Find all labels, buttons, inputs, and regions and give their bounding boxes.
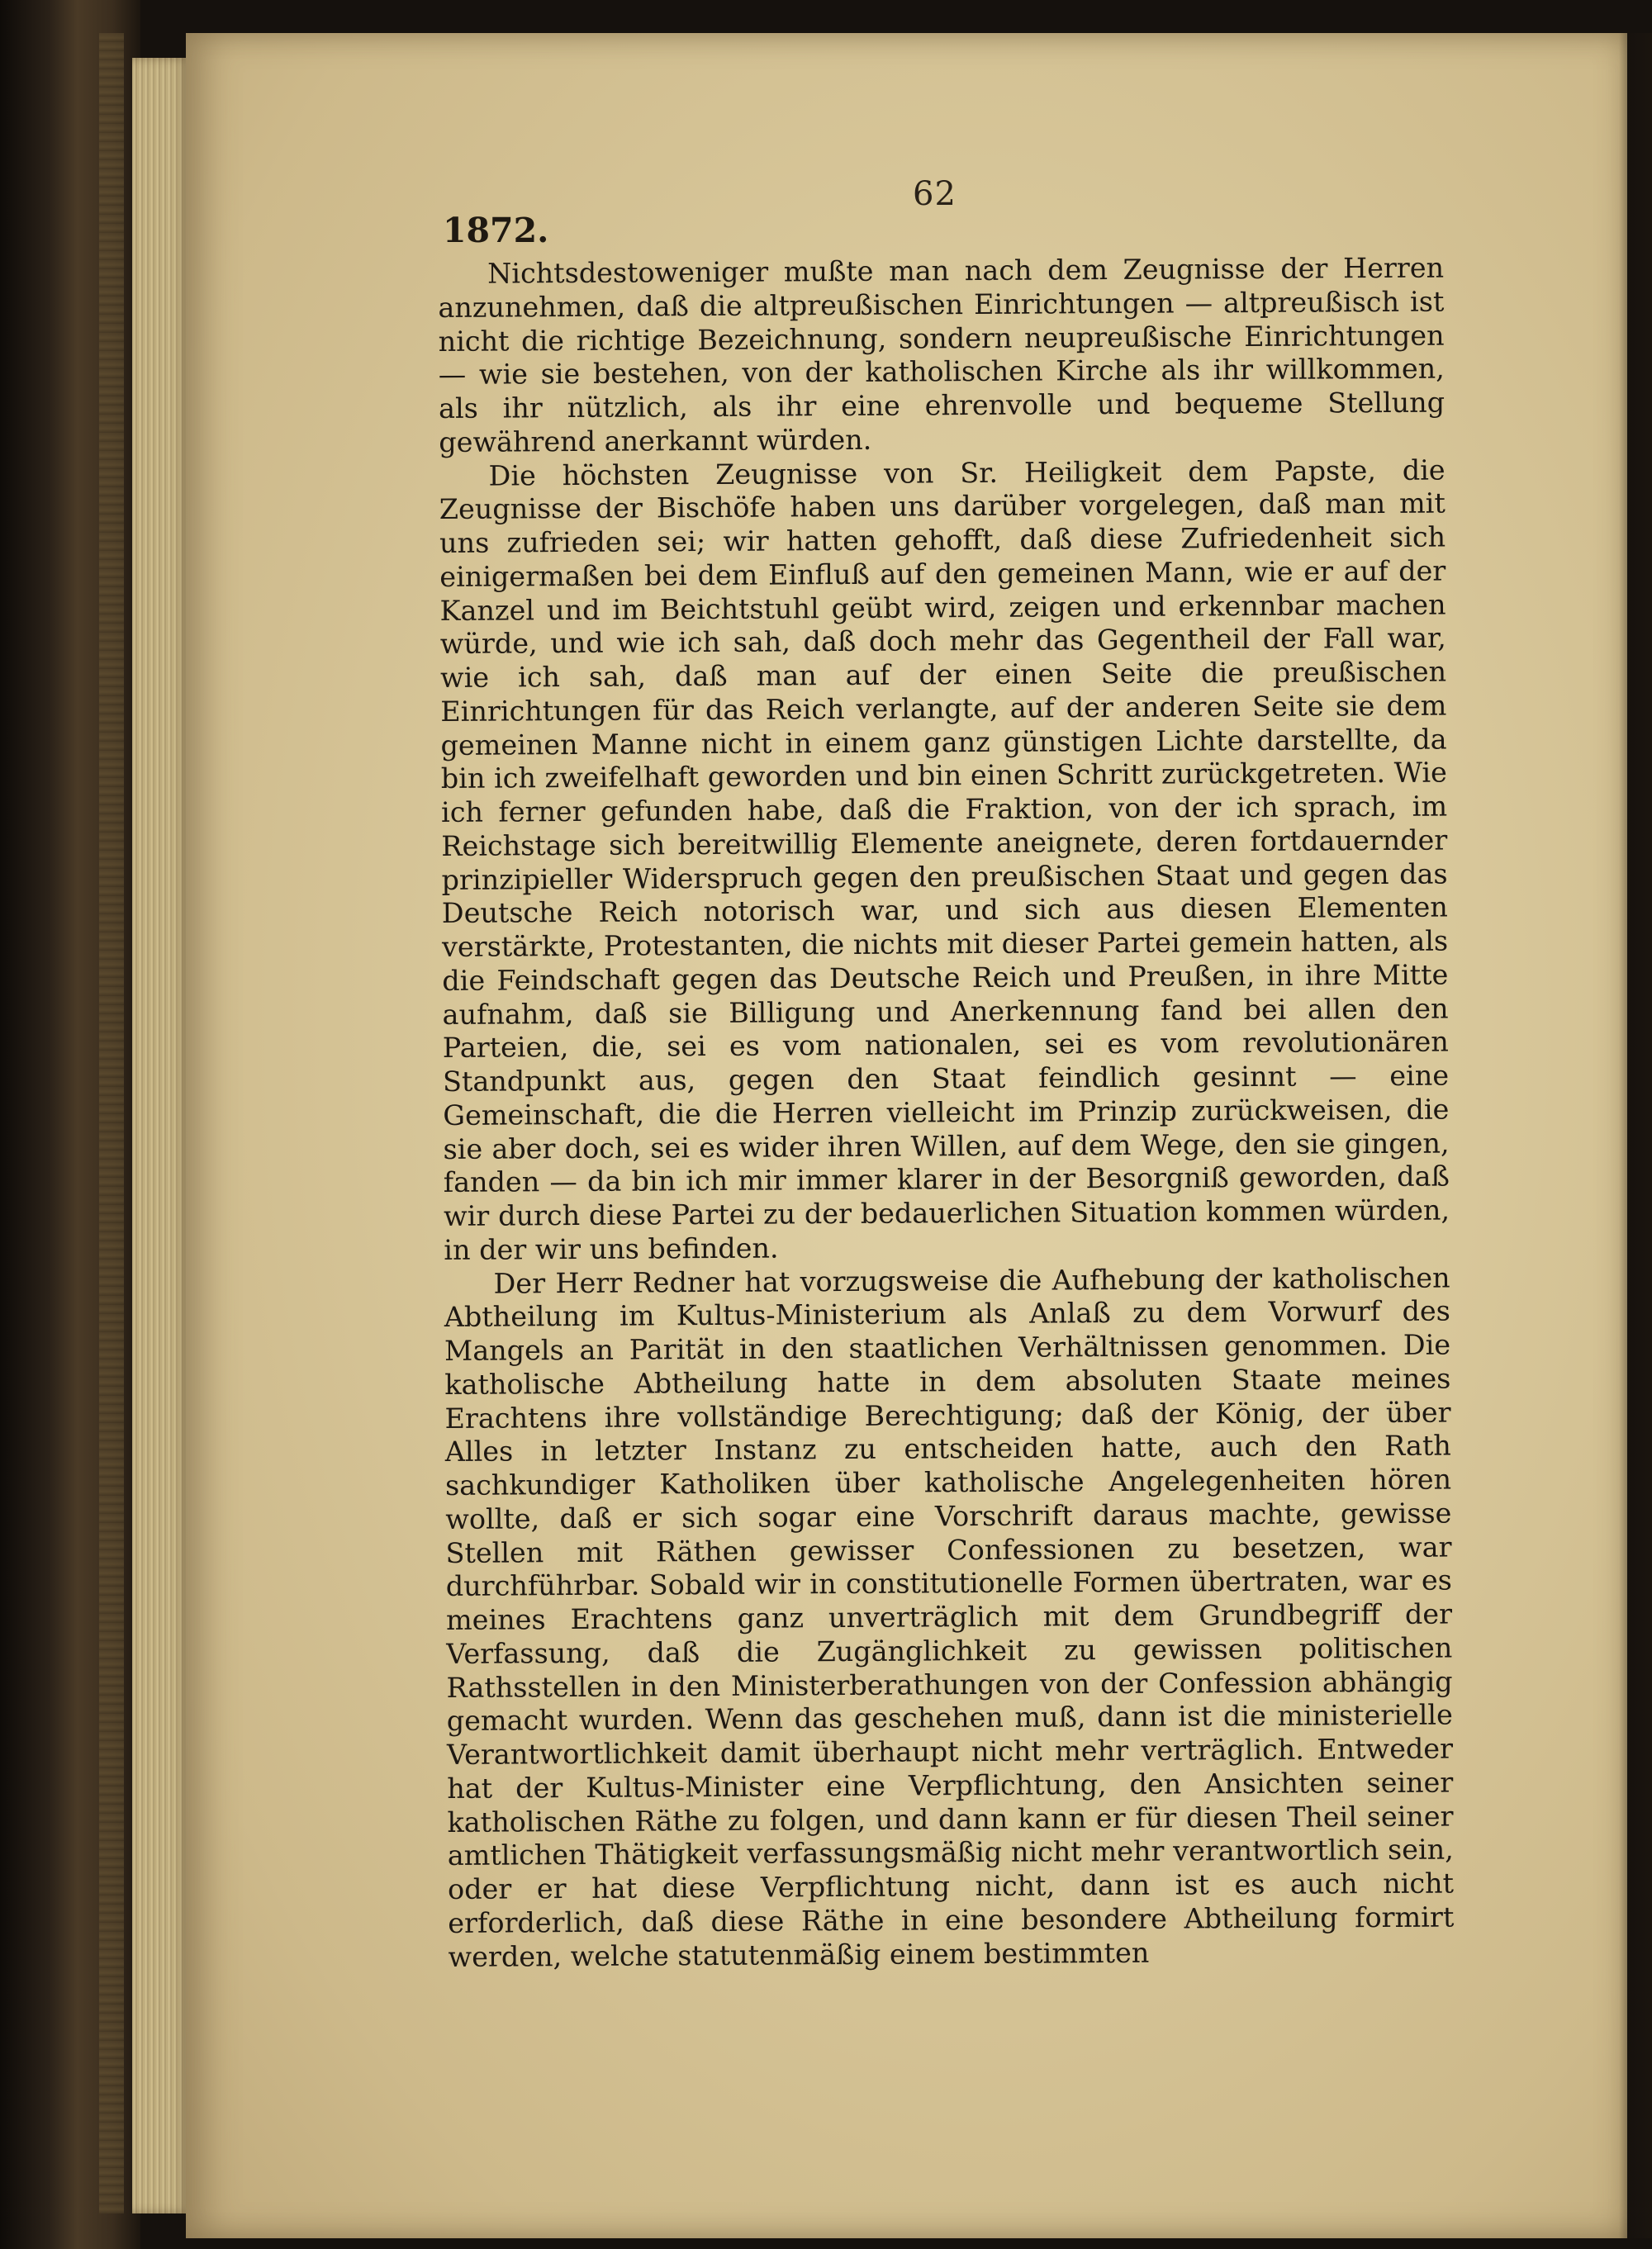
paragraph-1: Nichtsdestoweniger mußte man nach dem Zeugnisse der Herren anzunehmen, daß die altpreußischen Einrichtungen — altpreußisch ist nicht die richtige Bezeichnung, sondern neupreußische Einrichtungen — wie sie bestehen, von der katholischen Kirche als ihr willkommen, als ihr nützlich, als ihr eine ehrenvolle und bequeme Stellung gewährend anerkannt würden. <box>438 251 1446 458</box>
year-heading: 1872. <box>443 211 549 250</box>
paragraph-2: Die höchsten Zeugnisse von Sr. Heiligkeit dem Papste, die Zeugnisse der Bischöfe haben uns darüber vorgelegen, daß man mit uns zufrieden sei; wir hatten gehofft, daß diese Zufriedenheit sich einigermaßen bei dem Einfluß auf den gemeinen Mann, wie er auf der Kanzel und im Beichtstuhl geübt wird, zeigen und erkennbar machen würde, und wie ich sah, daß doch mehr das Gegentheil der Fall war, wie ich sah, daß man auf der einen Seite die preußischen Einrichtungen für das Reich verlangte, auf der anderen Seite sie dem gemeinen Manne nicht in einem ganz günstigen Lichte darstellte, da bin ich zweifelhaft geworden und bin einen Schritt zurückgetreten. Wie ich ferner gefunden habe, daß die Fraktion, von der ich sprach, im Reichstage sich bereitwillig Elemente aneignete, deren fortdauernder prinzipieller Widerspruch gegen den preußischen Staat und gegen das Deutsche Reich notorisch war, und sich aus diesen Elementen verstärkte, Protestanten, die nichts mit dieser Partei gemein hatten, als die Feindschaft gegen das Deutsche Reich und Preußen, in ihre Mitte aufnahm, daß sie Billigung und Anerkennung fand bei allen den Parteien, die, sei es vom nationalen, sei es vom revolutionären Standpunkt aus, gegen den Staat feindlich gesinnt — eine Gemeinschaft, die die Herren vielleicht im Prinzip zurückweisen, die sie aber doch, sei es wider ihren Willen, auf dem Wege, den sie gingen, fanden — da bin ich mir immer klarer in der Besorgniß geworden, daß wir durch diese Partei zu der bedauerlichen Situation kommen würden, in der wir uns befinden. <box>439 453 1450 1266</box>
body-text <box>438 252 1455 1975</box>
page-edges <box>132 58 190 2213</box>
paragraph-3: Der Herr Redner hat vorzugsweise die Aufhebung der katholischen Abtheilung im Kultus-Ministerium als Anlaß zu dem Vorwurf des Mangels an Parität in den staatlichen Verhältnissen genommen. Die katholische Abtheilung hatte in dem absoluten Staate meines Erachtens ihre vollständige Berechtigung; daß der König, der über Alles in letzter Instanz zu entscheiden hatte, auch den Rath sachkundiger Katholiken über katholische Angelegenheiten hören wollte, daß er sich sogar eine Vorschrift daraus machte, gewisse Stellen mit Räthen gewisser Confessionen zu besetzen, war durchführbar. Sobald wir in constitutionelle Formen übertraten, war es meines Erachtens ganz unverträglich mit dem Grundbegriff der Verfassung, daß die Zugänglichkeit zu gewissen politischen Rathsstellen in den Ministerberathungen von der Confession abhängig gemacht wurden. Wenn das geschehen muß, dann ist die ministerielle Verantwortlichkeit damit überhaupt nicht mehr verträglich. Entweder hat der Kultus-Minister eine Verpflichtung, den Ansichten seiner katholischen Räthe zu folgen, und dann kann er für diesen Theil seiner amtlichen Thätigkeit verfassungsmäßig nicht mehr verantwortlich sein, oder er hat diese Verpflichtung nicht, dann ist es auch nicht erforderlich, daß diese Räthe in eine besondere Abtheilung formirt werden, welche statutenmäßig einem bestimmten <box>444 1261 1455 1973</box>
book-cover-edge <box>0 0 140 2249</box>
page-number: 62 <box>913 175 957 213</box>
page-gutter-shadow <box>1619 33 1652 2238</box>
